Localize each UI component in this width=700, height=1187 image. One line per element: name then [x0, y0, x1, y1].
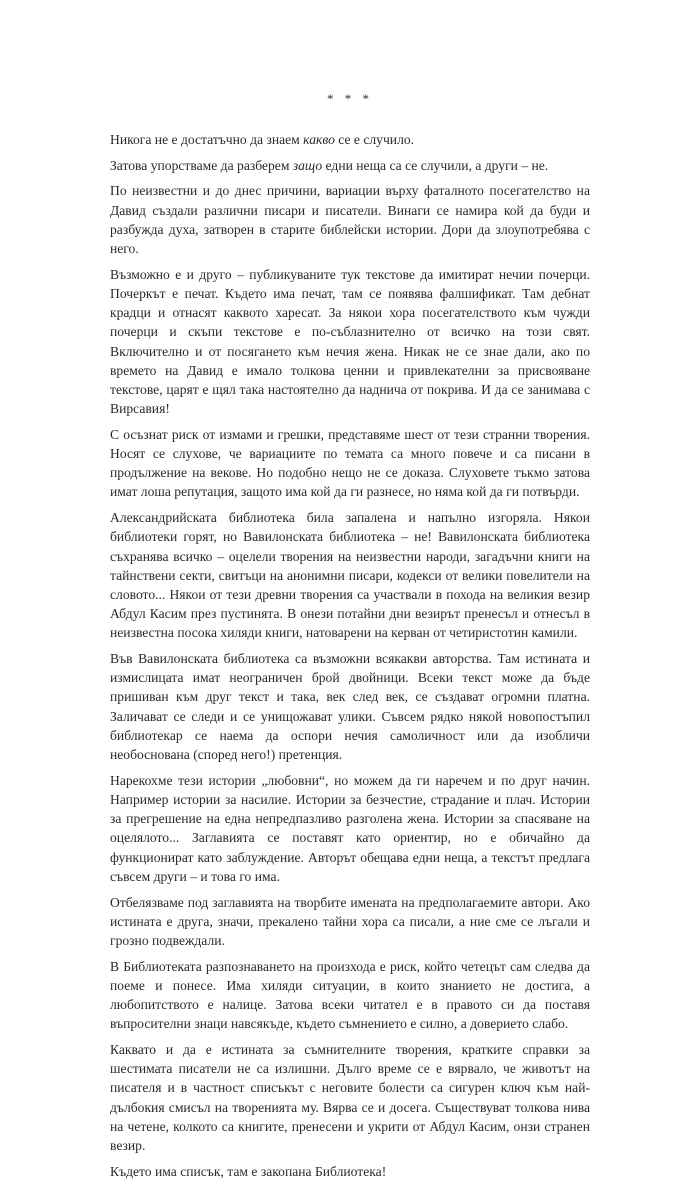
paragraph: В Библиотеката разпознаването на произхода е риск, който четецът сам следва да поеме и понесе. Има хиляди ситуации, в които знанието не достига, а любопитството е налице. Затова всеки читател е в правото си да поставя въпросителни знаци навсякъде, където съмнението е силно, а доверието слабо.: [110, 958, 590, 1032]
section-separator: * * *: [327, 91, 373, 106]
emphasis-word: какво: [303, 132, 335, 147]
emphasis-word: защо: [292, 157, 323, 173]
paragraph: Където има списък, там е закопана Библиотека!: [110, 1163, 387, 1179]
paragraph: Нарекохме тези истории „любовни“, но можем да ги наречем и по друг начин. Например истории за насилие. Истории за безчестие, страдание и плач. Истории за прегрешение на една непредпазливо разголена жена. Истории за спасяване на оцелялото... Заглавията се поставят като ориентир, но е обичайно да функционират като заблуждение. Авторът обещава едни неща, а текстът предлага съвсем други – и това го има.: [110, 772, 590, 884]
paragraph: Отбелязваме под заглавията на творбите имената на предполагаемите автори. Ако истината е друга, значи, прекалено тайни хора са писали, а ние сме се лъгали и грозно подвеждали.: [110, 894, 590, 948]
paragraph: По неизвестни и до днес причини, вариации върху фаталното посегателство на Давид създали различни писари и писатели. Винаги се намира кой да буди и разбужда духа, затворен в старите библейски истории. Дори да злоупотребява с него.: [110, 183, 590, 257]
paragraph: Александрийската библиотека била запалена и напълно изгоряла. Някои библиотеки горят, но Вавилонската библиотека – не! Вавилонската библиотека съхранява всичко – оцелели творения на неизвестни народи, загадъчни книги на тайнствени секти, свитъци на анонимни писари, кодекси от велики повелители на словото... Някои от тези древни творения са участвали в похода на великия везир Абдул Касим през пустинята. В онези потайни дни везирът пренесъл и отнесъл в неизвестна посока хиляди книги, натоварени на керван от четиристотин камили.: [110, 510, 590, 641]
paragraph: Никога не е достатъчно да знаем какво се е случило.: [110, 132, 415, 147]
paragraph: Затова упорстваме да разберем защо едни неща са се случили, а други – не.: [110, 157, 549, 173]
paragraph: Каквато и да е истината за съмнителните творения, кратките справки за шестимата писатели не са излишни. Дълго време се е вярвало, че животът на писателя и в частност списъкът с неговите болести са сигурен ключ към най-дълбокия смисъл на творенията му. Вярва се и досега. Съществуват толкова нива на четене, колкото са книгите, пренесени и укрити от Абдул Касим, онзи странен везир.: [110, 1041, 590, 1153]
paragraph: Във Вавилонската библиотека са възможни всякакви авторства. Там истината и измислицата имат неограничен брой двойници. Всеки текст може да бъде пришиван към друг текст и така, век след век, се създават огромни платна. Заличават се следи и се унищожават улики. Съвсем рядко някой новопостъпил библиотекар се наема да оспори нечия самоличност или да изобличи необоснована (според него!) претенция.: [110, 651, 590, 763]
paragraph: Възможно е и друго – публикуваните тук текстове да имитират нечии почерци. Почеркът е печат. Където има печат, там се появява фалшификат. Там дебнат крадци и отнасят каквото харесат. За някои хора посегателството към чужди почерци и скъпи текстове е по-съблазнително от всичко на този свят. Включително и от посягането към нечия жена. Никак не се знае дали, ако по времето на Давид е имало толкова ценни и привлекателни за присвояване текстове, царят е щял така настоятелно да надничa от покрива. И да се занимава с Вирсавия!: [110, 266, 590, 417]
paragraph: С осъзнат риск от измами и грешки, представяме шест от тези странни творения. Носят се слухове, че вариациите по темата са много повече и са писани в продължение на векове. Но подобно нещо не се доказа. Слуховете тъкмо затова имат лоша репутация, защото има кой да ги разнесе, но няма кой да ги потвърди.: [110, 426, 590, 500]
body-text: [110, 130, 590, 1187]
